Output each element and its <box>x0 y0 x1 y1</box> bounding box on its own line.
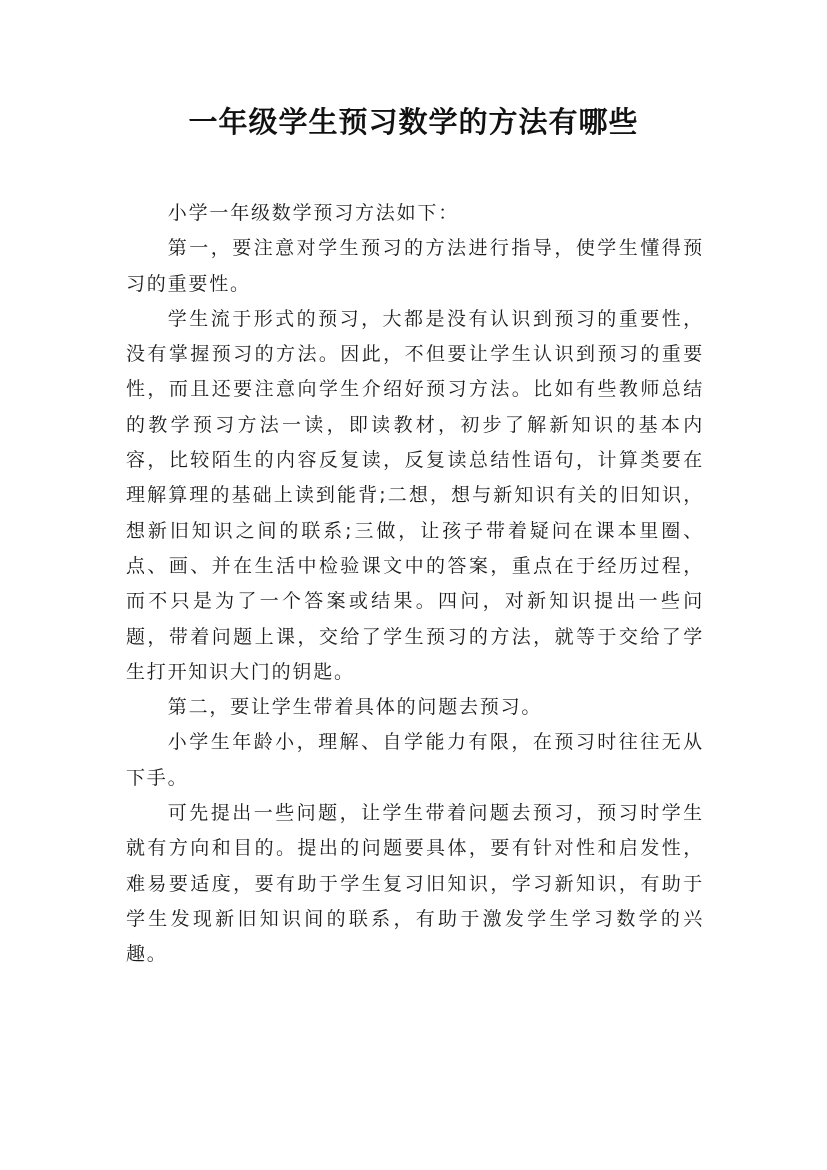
paragraph-point-one: 第一，要注意对学生预习的方法进行指导，使学生懂得预习的重要性。 <box>126 237 704 295</box>
paragraph-point-one-detail: 学生流于形式的预习，大都是没有认识到预习的重要性，没有掌握预习的方法。因此，不但要让学生认识到预习的重要性，而且还要注意向学生介绍好预习方法。比如有些教师总结的教学预习方法一读，即读教材，初步了解新知识的基本内容，比较陌生的内容反复读，反复读总结性语句，计算类要在理解算理的基础上读到能背;二想，想与新知识有关的旧知识，想新旧知识之间的联系;三做，让孩子带着疑问在课本里圈、点、画、并在生活中检验课文中的答案，重点在于经历过程，而不只是为了一个答案或结果。四问，对新知识提出一些问题，带着问题上课，交给了学生预习的方法，就等于交给了学生打开知识大门的钥匙。 <box>126 307 704 683</box>
document-body <box>126 196 704 973</box>
document-title: 一年级学生预习数学的方法有哪些 <box>188 105 639 139</box>
paragraph-point-two: 第二，要让学生带着具体的问题去预习。 <box>167 696 543 719</box>
paragraph-point-two-reason: 小学生年龄小，理解、自学能力有限，在预习时往往无从下手。 <box>126 731 704 789</box>
paragraph-intro: 小学一年级数学预习方法如下： <box>167 202 459 224</box>
paragraph-point-two-detail: 可先提出一些问题，让学生带着问题去预习，预习时学生就有方向和目的。提出的问题要具体，要有针对性和启发性，难易要适度，要有助于学生复习旧知识，学习新知识，有助于学生发现新旧知识间的联系，有助于激发学生学习数学的兴趣。 <box>126 802 704 966</box>
